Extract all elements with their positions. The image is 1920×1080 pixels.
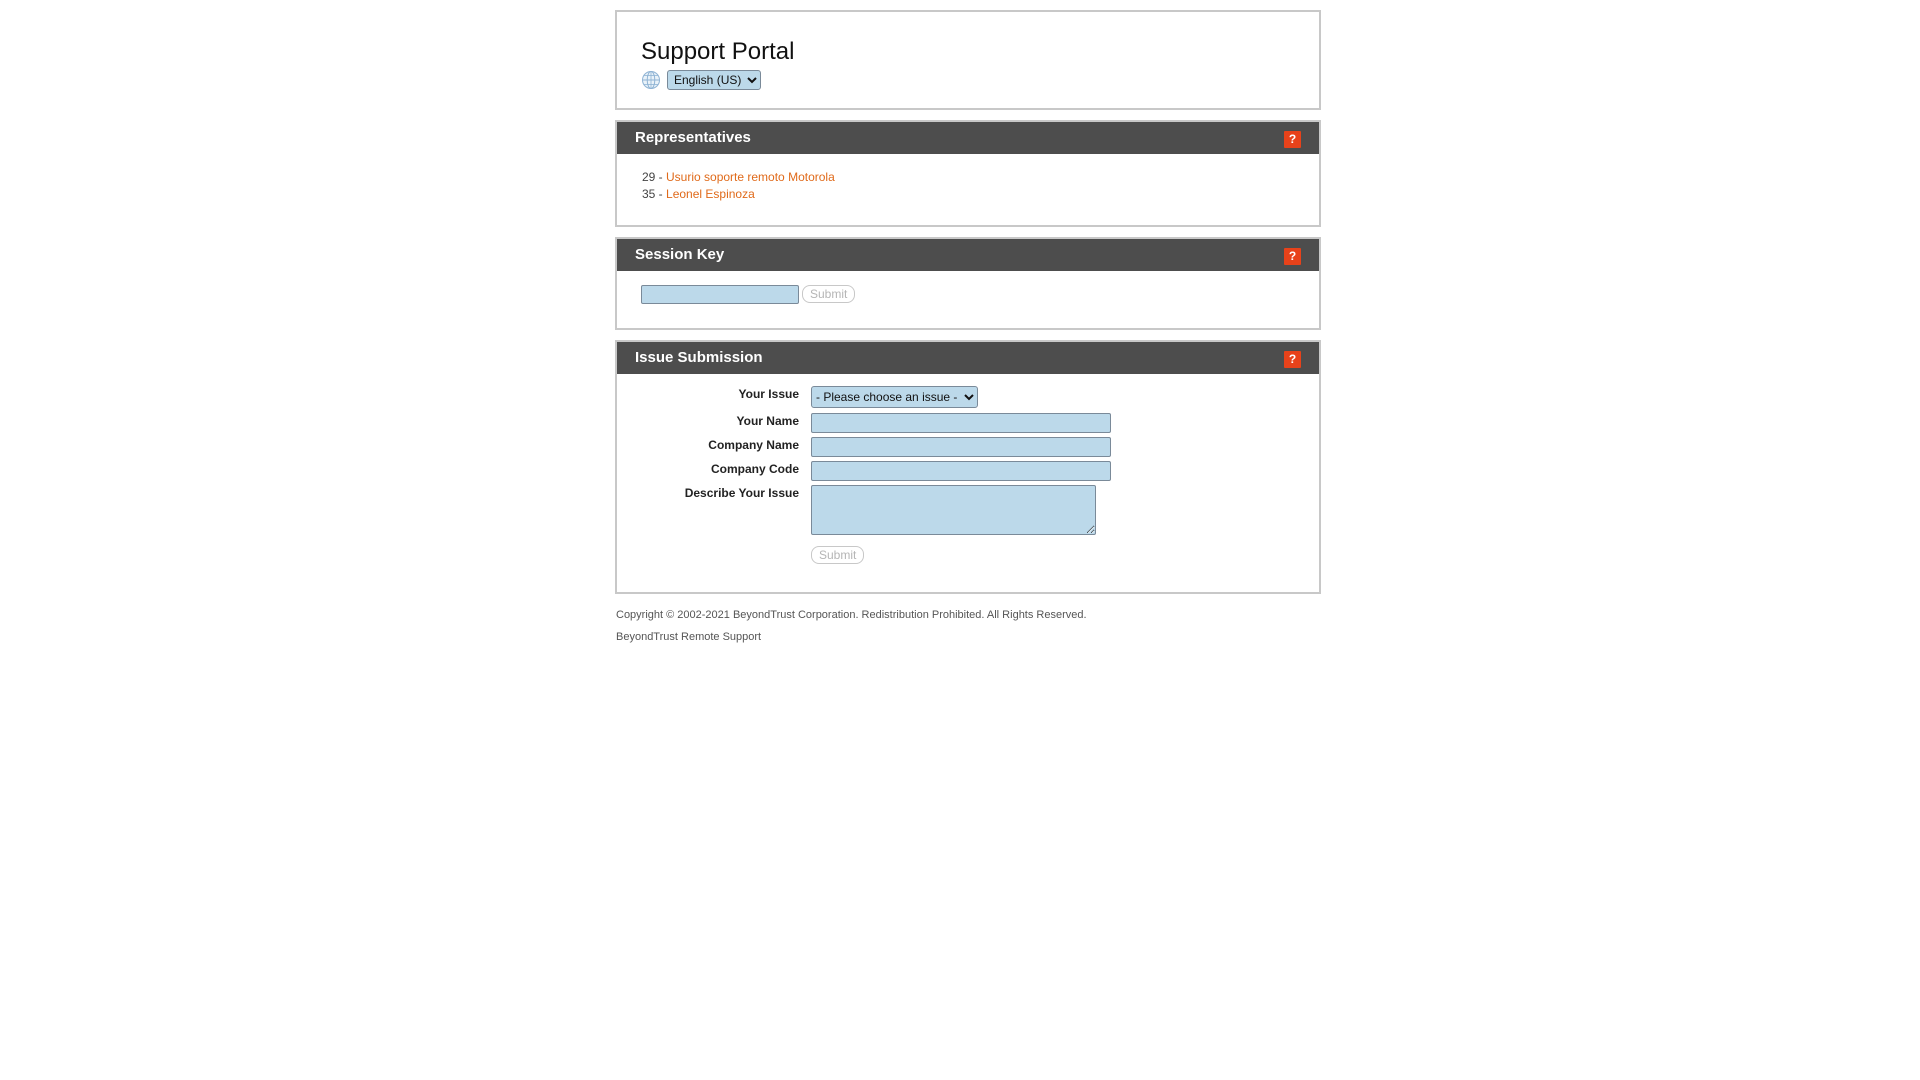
issue-row xyxy=(617,386,1319,408)
representative-id: 35 - xyxy=(642,187,667,201)
session-key-panel xyxy=(615,237,1321,330)
session-key-form xyxy=(617,271,1319,328)
list-item xyxy=(642,186,1295,203)
language-select[interactable] xyxy=(667,70,761,90)
representatives-panel xyxy=(615,120,1321,227)
issue-label: Your Issue xyxy=(738,387,799,401)
representatives-title: Representatives xyxy=(635,129,751,146)
help-icon[interactable]: ? xyxy=(1284,131,1301,148)
globe-icon xyxy=(641,70,661,90)
representatives-header xyxy=(617,122,1319,154)
support-portal-page xyxy=(615,10,1321,648)
help-icon[interactable]: ? xyxy=(1284,248,1301,265)
representative-link[interactable]: Usurio soporte remoto Motorola xyxy=(666,170,835,184)
name-input[interactable] xyxy=(811,413,1111,433)
issue-submission-title: Issue Submission xyxy=(635,349,763,366)
company-label: Company Name xyxy=(708,438,799,452)
session-key-title: Session Key xyxy=(635,246,725,263)
representative-link[interactable]: Leonel Espinoza xyxy=(666,187,755,201)
issue-submission-header xyxy=(617,342,1319,374)
issue-submission-form xyxy=(617,374,1319,592)
footer xyxy=(615,604,1321,648)
name-label: Your Name xyxy=(736,414,799,428)
code-label: Company Code xyxy=(710,462,799,476)
company-input[interactable] xyxy=(811,437,1111,457)
company-row xyxy=(617,437,1319,457)
portal-header xyxy=(615,10,1321,110)
language-row xyxy=(641,69,1295,91)
page-title: Support Portal xyxy=(641,38,795,65)
help-icon[interactable]: ? xyxy=(1284,351,1301,368)
describe-textarea[interactable] xyxy=(811,485,1096,535)
session-key-submit-button[interactable]: Submit xyxy=(802,285,855,303)
code-row xyxy=(617,461,1319,481)
product-name: BeyondTrust Remote Support xyxy=(616,631,762,643)
session-key-header xyxy=(617,239,1319,271)
issue-submission-panel xyxy=(615,340,1321,594)
code-input[interactable] xyxy=(811,461,1111,481)
session-key-input[interactable] xyxy=(641,285,799,304)
issue-submit-row xyxy=(811,546,1319,564)
name-row xyxy=(617,413,1319,433)
list-item xyxy=(642,169,1295,186)
issue-select[interactable] xyxy=(811,386,978,408)
issue-submit-button[interactable]: Submit xyxy=(811,546,864,564)
describe-row xyxy=(617,485,1319,540)
representatives-list xyxy=(617,154,1319,225)
representative-id: 29 - xyxy=(642,170,667,184)
copyright-text: Copyright © 2002-2021 BeyondTrust Corporation. Redistribution Prohibited. All Rights Reserved. xyxy=(616,609,1087,621)
describe-label: Describe Your Issue xyxy=(684,486,799,500)
